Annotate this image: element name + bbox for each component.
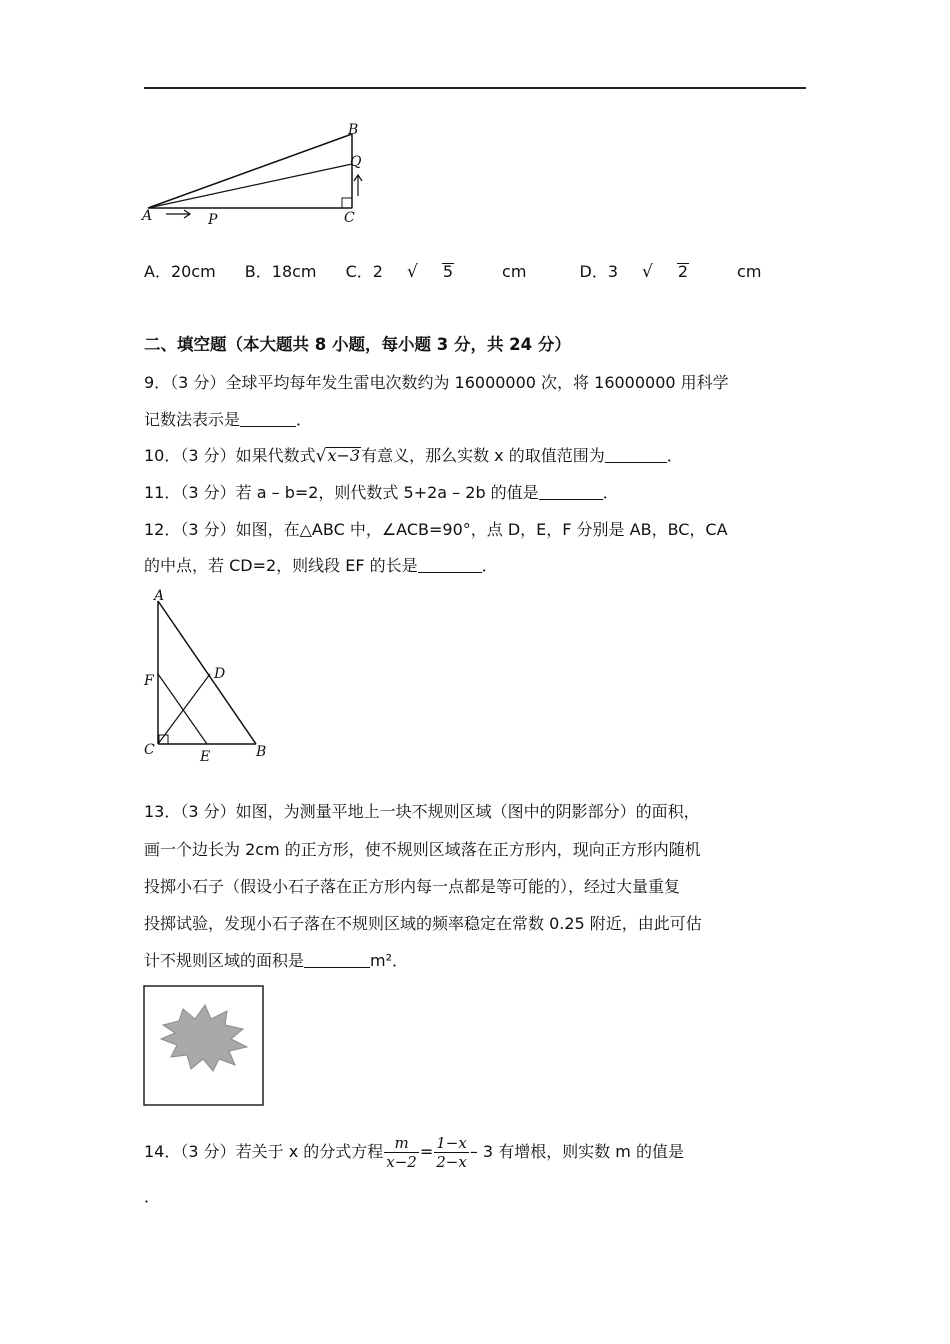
figure-q8-triangle xyxy=(140,118,380,233)
q13-line-5: 计不规则区域的面积是 m²． xyxy=(144,951,409,970)
label-A: A xyxy=(154,588,165,604)
q13-line-4: 投掷试验，发现小石子落在不规则区域的频率稳定在常数 0.25 附近，由此可估 xyxy=(144,914,702,933)
option-a: A．20cm xyxy=(144,262,216,281)
answer-blank[interactable] xyxy=(418,556,482,573)
label-C: C xyxy=(144,742,155,758)
label-P: P xyxy=(208,212,218,228)
q12-line-2: 的中点，若 CD=2，则线段 EF 的长是 ． xyxy=(144,556,498,575)
answer-blank[interactable] xyxy=(605,446,667,463)
q13-line-3: 投掷小石子（假设小石子落在正方形内每一点都是等可能的），经过大量重复 xyxy=(144,877,681,896)
q13-line-2: 画一个边长为 2cm 的正方形，使不规则区域落在正方形内，现向正方形内随机 xyxy=(144,840,701,859)
answer-blank[interactable] xyxy=(304,951,370,968)
label-F: F xyxy=(144,673,154,689)
label-D: D xyxy=(214,666,226,682)
label-Q: Q xyxy=(350,154,362,170)
q11-line: 11．（3 分）若 a – b=2，则代数式 5+2a – 2b 的值是 ． xyxy=(144,483,619,502)
label-E: E xyxy=(200,749,211,765)
label-A: A xyxy=(142,208,153,224)
fraction-m-over-x-minus-2: $\frac{m}{x-2}$ xyxy=(386,1134,417,1171)
q14-line-2: ． xyxy=(144,1187,161,1206)
fraction-1-minus-x-over-2-minus-x: $\frac{1-x}{2-x}$ xyxy=(436,1134,467,1171)
q9-line-1: 9．（3 分）全球平均每年发生雷电次数约为 16000000 次，将 16000000 用科学 xyxy=(144,373,729,392)
figure-q12-triangle xyxy=(140,586,280,766)
q14-line-1: 14．（3 分）若关于 x 的分式方程 $\frac{m}{x-2}$ = $\frac{1-x}{2-x}$ – 3 有增根，则实数 m 的值是 xyxy=(144,1134,684,1171)
figure-q13-square xyxy=(143,985,265,1107)
q10-line: 10．（3 分）如果代数式√x−3有意义，那么实数 x 的取值范围为 ． xyxy=(144,446,683,466)
answer-blank[interactable] xyxy=(539,483,603,500)
header-rule xyxy=(144,87,806,89)
q13-line-1: 13．（3 分）如图，为测量平地上一块不规则区域（图中的阴影部分）的面积， xyxy=(144,802,700,821)
q12-line-1: 12．（3 分）如图，在△ABC 中，∠ACB=90°，点 D，E，F 分别是 AB，BC，CA xyxy=(144,520,728,539)
option-c: C．2 √ 5 cm xyxy=(345,262,527,282)
label-C: C xyxy=(344,210,355,226)
q8-options xyxy=(144,261,814,283)
q9-line-2: 记数法表示是 ． xyxy=(144,410,313,429)
label-B: B xyxy=(256,744,267,760)
option-b: B．18cm xyxy=(244,262,317,281)
section-heading: 二、填空题（本大题共 8 小题，每小题 3 分，共 24 分） xyxy=(144,335,571,354)
answer-blank[interactable] xyxy=(240,410,296,427)
label-B: B xyxy=(348,122,359,138)
option-d: D．3 √ 2 cm xyxy=(579,262,762,282)
